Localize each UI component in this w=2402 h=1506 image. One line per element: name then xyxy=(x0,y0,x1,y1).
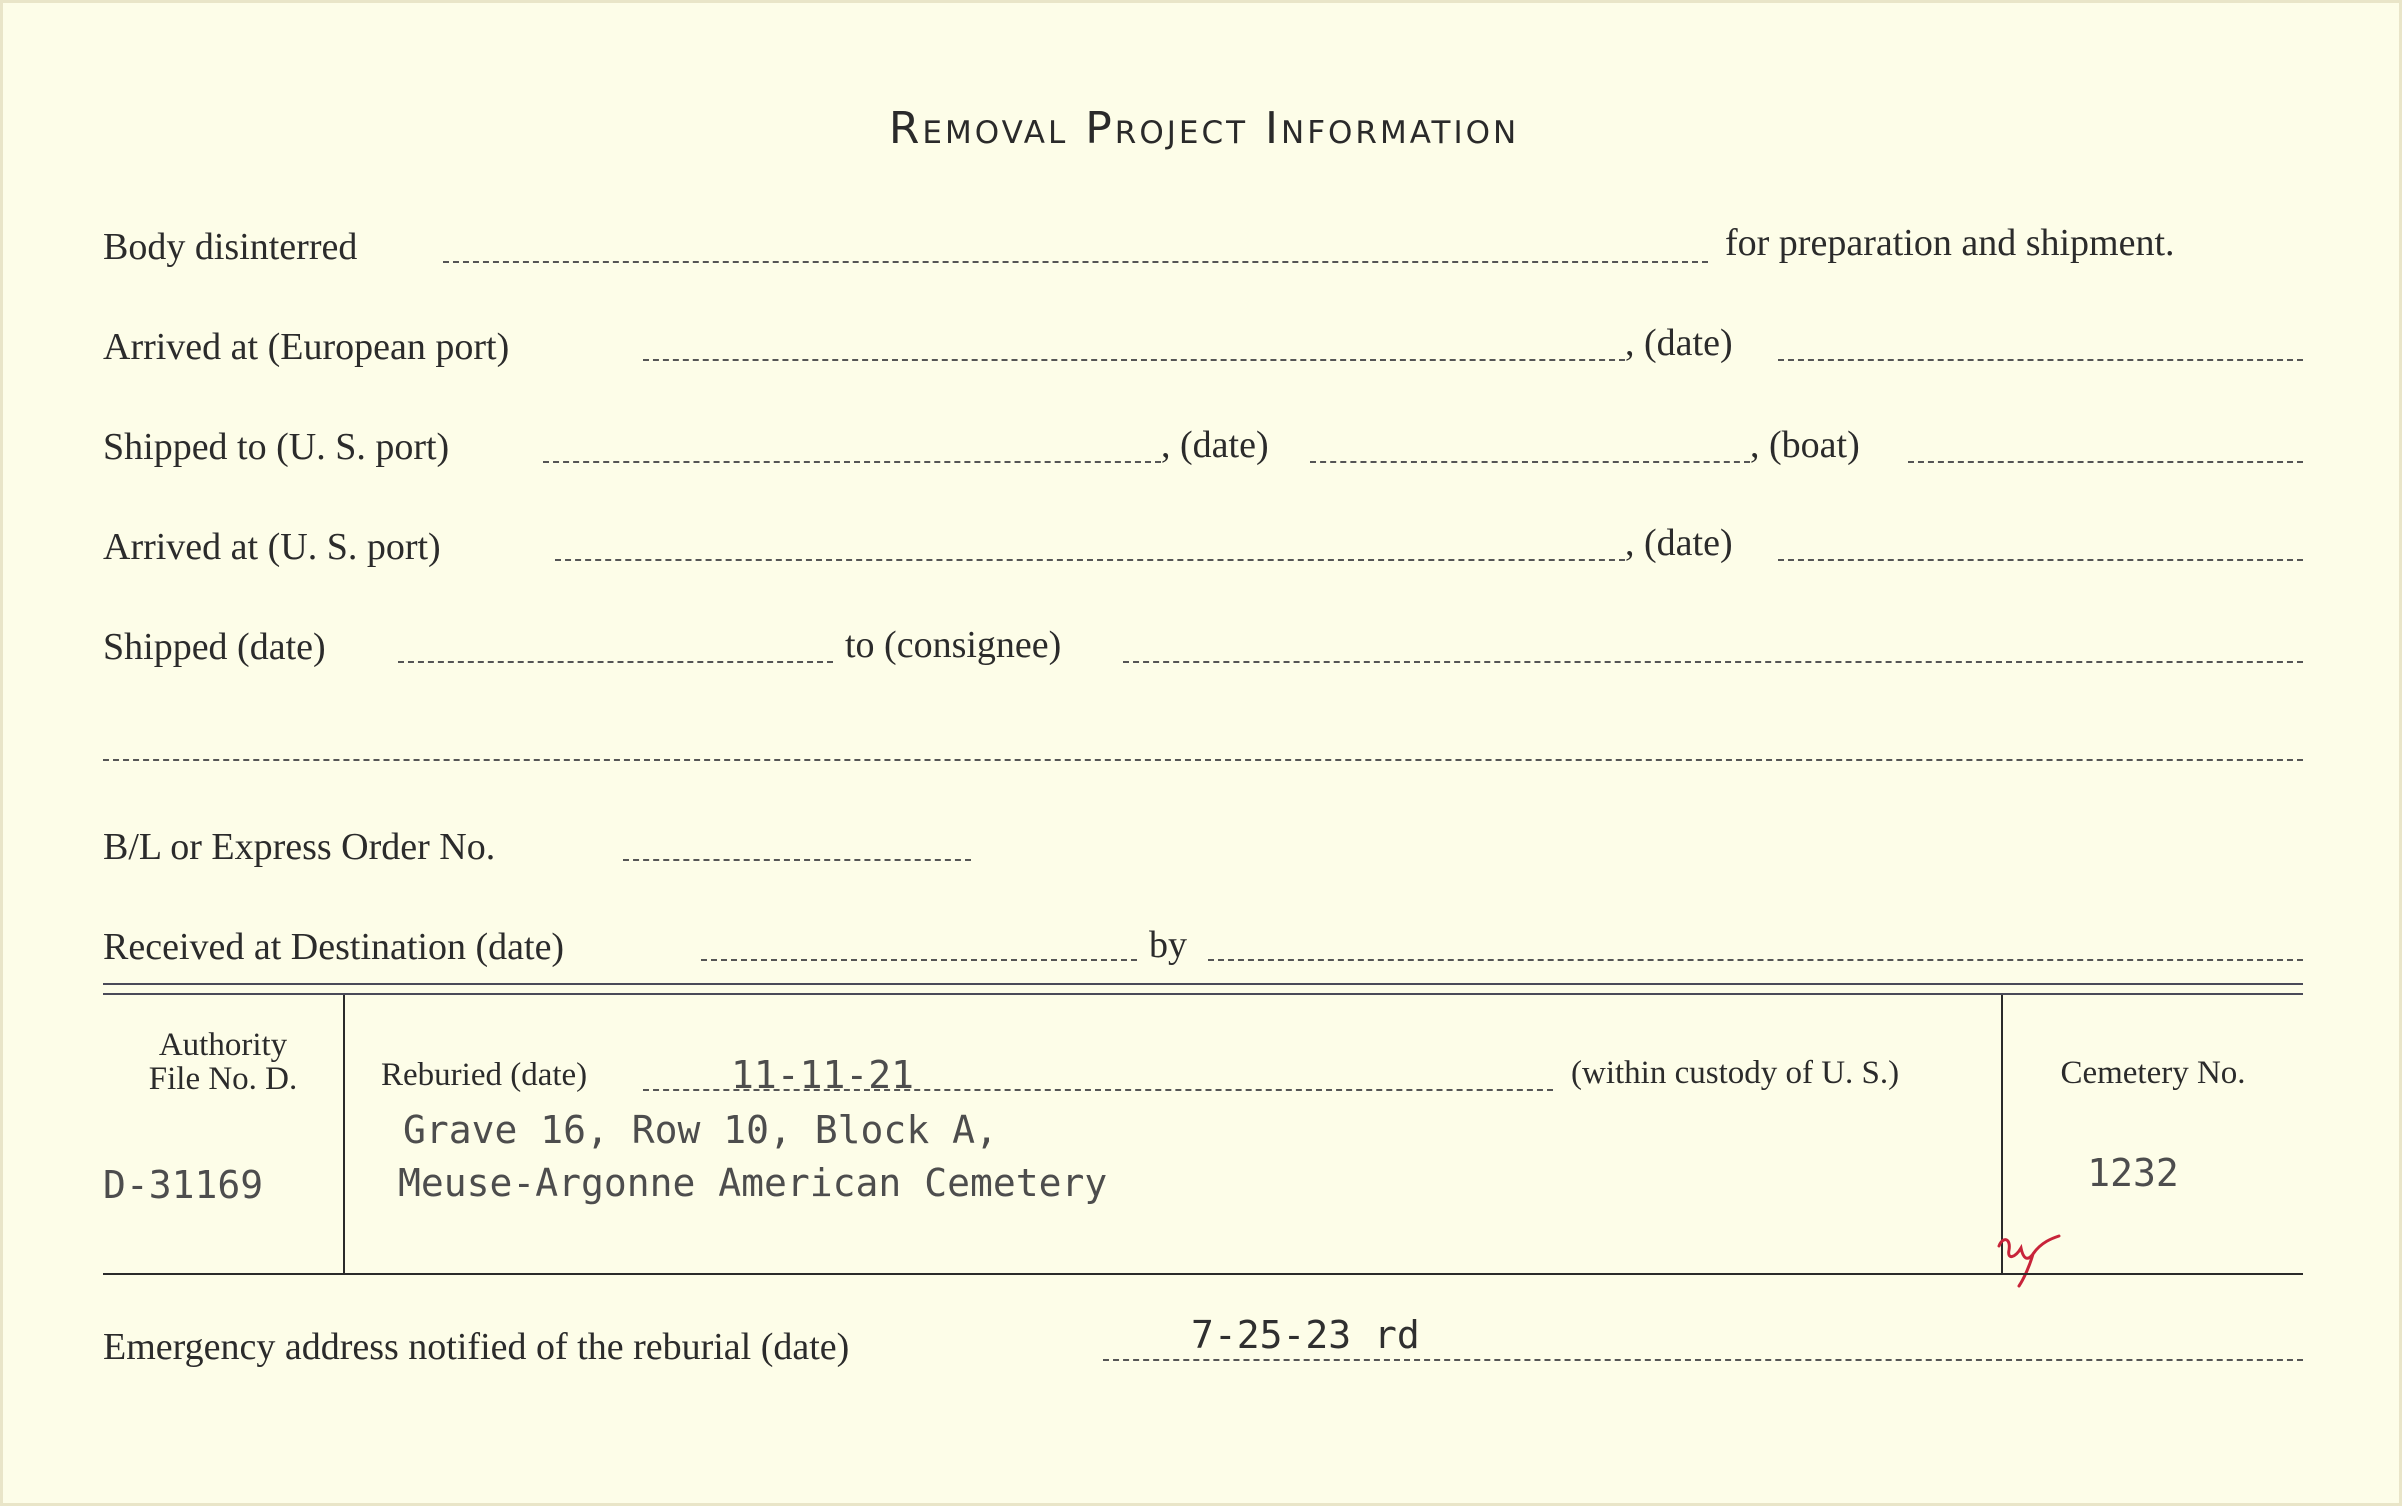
us-port-arrived-line xyxy=(555,559,1625,561)
us-arrived-date-label: , (date) xyxy=(1625,522,1733,564)
grave-location-line2: Meuse-Argonne American Cemetery xyxy=(398,1161,1108,1205)
european-port-label: Arrived at (European port) xyxy=(103,326,510,368)
authority-label-line2: File No. D. xyxy=(148,1061,298,1097)
us-port-shipped-line xyxy=(543,461,1161,463)
form-title: Removal Project Information xyxy=(888,103,1520,154)
us-port-shipped-label: Shipped to (U. S. port) xyxy=(103,426,450,468)
consignee-continuation-line xyxy=(103,759,2303,761)
us-shipped-date-label: , (date) xyxy=(1161,424,1269,466)
authority-label-line1: Authority xyxy=(158,1027,288,1063)
boat-label: , (boat) xyxy=(1750,424,1860,466)
shipped-date-label: Shipped (date) xyxy=(103,626,326,668)
emergency-address-line xyxy=(1103,1359,2303,1361)
us-arrived-date-line xyxy=(1778,559,2303,561)
handwritten-initials-mark xyxy=(1993,1228,2063,1288)
within-custody-label: (within custody of U. S.) xyxy=(1571,1055,1900,1091)
us-shipped-date-line xyxy=(1310,461,1750,463)
body-disinterred-line xyxy=(443,261,1708,263)
european-date-line xyxy=(1778,359,2303,361)
cemetery-number-label: Cemetery No. xyxy=(2060,1055,2246,1091)
european-date-label: , (date) xyxy=(1625,322,1733,364)
emergency-notified-date: 7-25-23 rd xyxy=(1191,1313,1420,1357)
bl-express-order-line xyxy=(623,859,971,861)
grave-location-line1: Grave 16, Row 10, Block A, xyxy=(403,1108,998,1152)
consignee-line xyxy=(1123,661,2303,663)
box-bottom-rule xyxy=(103,1273,2303,1275)
box-top-rule-1 xyxy=(103,983,2303,985)
emergency-address-label: Emergency address notified of the reburial (date) xyxy=(103,1326,850,1368)
us-port-arrived-label: Arrived at (U. S. port) xyxy=(103,526,441,568)
received-destination-line xyxy=(701,959,1137,961)
authority-label xyxy=(113,1028,333,1096)
box-top-rule-2 xyxy=(103,993,2303,995)
preparation-shipment-label: for preparation and shipment. xyxy=(1725,222,2175,264)
boat-line xyxy=(1908,461,2303,463)
body-disinterred-label: Body disinterred xyxy=(103,226,358,268)
reburied-date-label: Reburied (date) xyxy=(381,1057,588,1093)
shipped-date-line xyxy=(398,661,833,663)
received-by-label: by xyxy=(1149,924,1187,966)
consignee-label: to (consignee) xyxy=(845,624,1062,666)
box-divider-left xyxy=(343,995,345,1273)
received-by-line xyxy=(1208,959,2303,961)
authority-file-number: D-31169 xyxy=(103,1163,264,1207)
bl-express-order-label: B/L or Express Order No. xyxy=(103,826,496,868)
reburied-date-value: 11-11-21 xyxy=(731,1053,915,1097)
received-destination-label: Received at Destination (date) xyxy=(103,926,565,968)
european-port-line xyxy=(643,359,1625,361)
cemetery-number-value: 1232 xyxy=(2087,1151,2179,1195)
